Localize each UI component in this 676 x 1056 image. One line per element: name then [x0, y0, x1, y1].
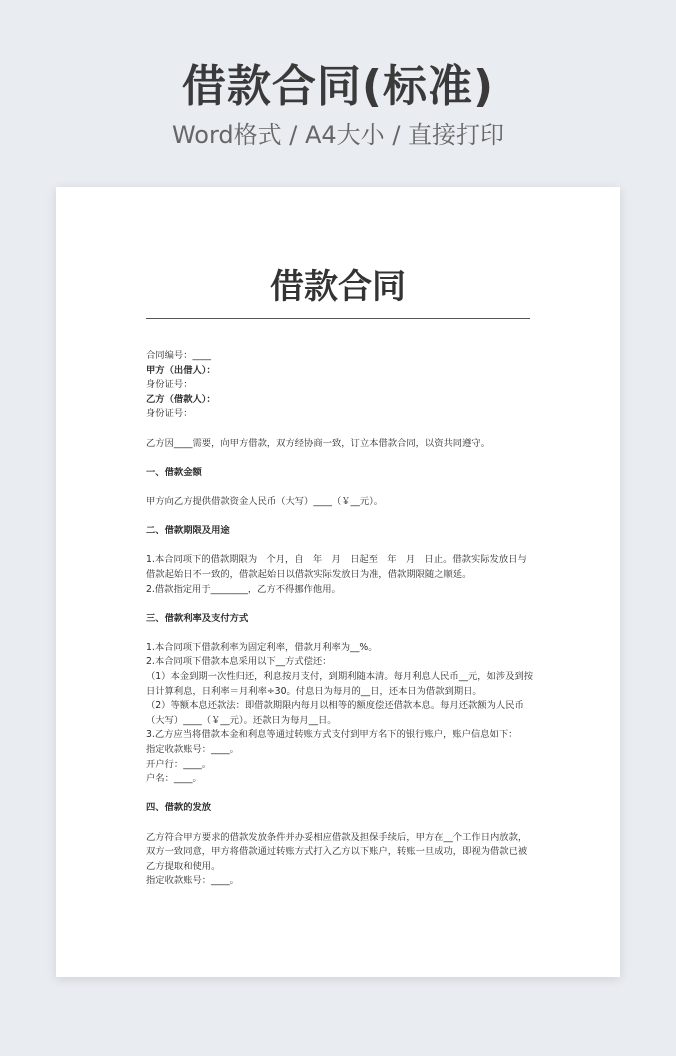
- section-paragraph: 3.乙方应当将借款本金和利息等通过转账方式支付到甲方名下的银行账户，账户信息如下：: [146, 729, 518, 741]
- section-paragraph: 指定收款账号：____。: [146, 875, 239, 887]
- section-heading: 四、借款的发放: [146, 802, 212, 814]
- lender-field: 甲方（出借人）：: [146, 364, 216, 376]
- section-paragraph: 2.本合同项下借款本息采用以下__方式偿还：: [146, 656, 332, 668]
- document-body: [146, 349, 536, 889]
- section-paragraph: 户名：____。: [146, 773, 202, 785]
- lender-id-field: 身份证号：: [146, 379, 193, 391]
- document-page: [56, 187, 620, 977]
- contract-number-field: 合同编号：____: [146, 350, 212, 361]
- section-paragraph: 开户行：____。: [146, 758, 212, 770]
- banner-subtitle: Word格式 / A4大小 / 直接打印: [171, 121, 505, 149]
- title-divider: [146, 318, 530, 319]
- section-paragraph: 指定收款账号：____。: [146, 744, 239, 756]
- section-paragraph: 甲方向乙方提供借款资金人民币（大写）____（￥__元）。: [146, 495, 384, 507]
- banner-title: 借款合同(标准): [181, 61, 495, 112]
- section-heading: 二、借款期限及用途: [146, 525, 230, 537]
- section-paragraph: 1.本合同项下借款利率为固定利率，借款月利率为__%。: [146, 641, 378, 653]
- borrower-field: 乙方（借款人）：: [146, 393, 216, 405]
- section-paragraph: （2）等额本息还款法：即借款期限内每月以相等的额度偿还借款本息。每月还款额为人民币（大写）____（￥__元）。还款日为每月__日。: [146, 700, 524, 726]
- section-heading: 三、借款利率及支付方式: [146, 612, 249, 624]
- section-paragraph: 1.本合同项下的借款期限为 个月，自 年 月 日起至 年 月 日止。借款实际发放日与借款起始日不一致的，借款起始日以借款实际发放日为准，借款期限随之顺延。: [146, 554, 527, 580]
- intro-paragraph: 乙方因____需要，向甲方借款，双方经协商一致，订立本借款合同，以资共同遵守。: [146, 437, 490, 449]
- document-title: 借款合同: [270, 267, 406, 307]
- borrower-id-field: 身份证号：: [146, 408, 193, 420]
- section-paragraph: （1）本金到期一次性归还，利息按月支付，到期利随本清。每月利息人民币__元，如涉及到按日计算利息，日利率＝月利率÷30。付息日为每月的__日，还本日为借款到期日。: [146, 671, 534, 697]
- section-heading: 一、借款金额: [146, 466, 202, 478]
- section-paragraph: 2.借款指定用于________，乙方不得挪作他用。: [146, 583, 341, 595]
- section-paragraph: 乙方符合甲方要求的借款发放条件并办妥相应借款及担保手续后，甲方在__个工作日内放款，双方一致同意，甲方将借款通过转账方式打入乙方以下账户，转账一旦成功，即视为借款已被乙方提取和使用。: [146, 831, 528, 872]
